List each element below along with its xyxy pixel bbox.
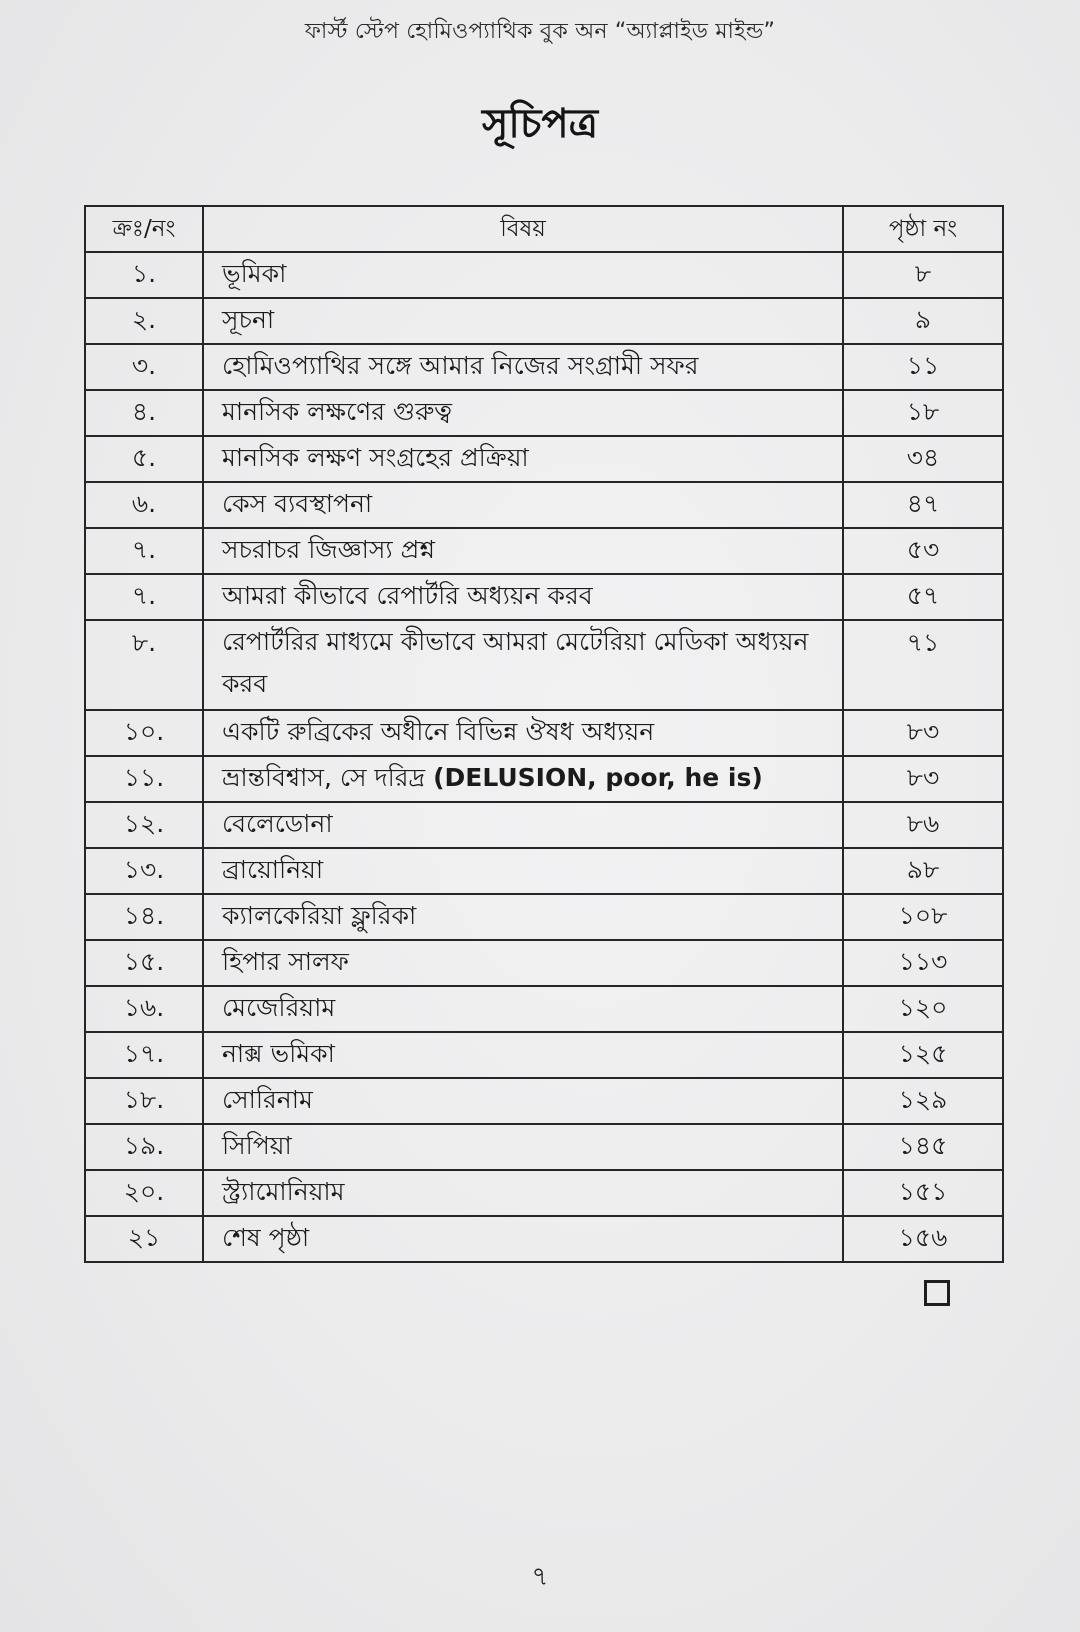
- row-page: ১৪৫: [843, 1124, 1003, 1170]
- table-row: [85, 344, 1003, 390]
- table-row: [85, 1170, 1003, 1216]
- table-of-contents: [84, 205, 1004, 1263]
- table-row: [85, 528, 1003, 574]
- row-subject: ভূমিকা: [203, 252, 843, 298]
- row-page: ১২০: [843, 986, 1003, 1032]
- row-number: ১৭.: [85, 1032, 203, 1078]
- row-subject: মেজেরিয়াম: [203, 986, 843, 1032]
- row-subject: মানসিক লক্ষণের গুরুত্ব: [203, 390, 843, 436]
- page-title: সূচিপত্র: [482, 100, 598, 147]
- row-number: ১৪.: [85, 894, 203, 940]
- row-page: ১২৯: [843, 1078, 1003, 1124]
- row-page: ৮৩: [843, 756, 1003, 802]
- row-page: ৮৬: [843, 802, 1003, 848]
- row-subject: মানসিক লক্ষণ সংগ্রহের প্রক্রিয়া: [203, 436, 843, 482]
- row-number: ১.: [85, 252, 203, 298]
- row-page: ৭১: [843, 620, 1003, 710]
- row-page: ১১৩: [843, 940, 1003, 986]
- row-subject: একটি রুব্রিকের অধীনে বিভিন্ন ঔষধ অধ্যয়ন: [203, 710, 843, 756]
- row-page: ১৫৬: [843, 1216, 1003, 1262]
- row-number: ৭.: [85, 528, 203, 574]
- row-number: ১২.: [85, 802, 203, 848]
- table-row: [85, 802, 1003, 848]
- table-row: [85, 298, 1003, 344]
- row-subject: ক্যালকেরিয়া ফ্লুরিকা: [203, 894, 843, 940]
- table-row: [85, 436, 1003, 482]
- header-subject: বিষয়: [203, 206, 843, 252]
- table-row: [85, 1078, 1003, 1124]
- row-number: ৫.: [85, 436, 203, 482]
- row-page: ৫৭: [843, 574, 1003, 620]
- table-row: [85, 848, 1003, 894]
- row-number: ৬.: [85, 482, 203, 528]
- table-row: [85, 1216, 1003, 1262]
- row-number: ৮.: [85, 620, 203, 710]
- row-number: ১০.: [85, 710, 203, 756]
- row-number: ২১: [85, 1216, 203, 1262]
- row-number: ২০.: [85, 1170, 203, 1216]
- row-subject: বেলেডোনা: [203, 802, 843, 848]
- table-row: [85, 1032, 1003, 1078]
- table-row: [85, 710, 1003, 756]
- end-of-section-square-icon: [924, 1280, 950, 1306]
- row-subject-latin: (DELUSION, poor, he is): [433, 762, 763, 792]
- row-page: ১২৫: [843, 1032, 1003, 1078]
- row-page: ৯: [843, 298, 1003, 344]
- row-subject: হোমিওপ্যাথির সঙ্গে আমার নিজের সংগ্রামী সফর: [203, 344, 843, 390]
- running-header: ফার্স্ট স্টেপ হোমিওপ্যাথিক বুক অন “অ্যাপ্লাইড মাইন্ড”: [304, 19, 776, 44]
- row-page: ৩৪: [843, 436, 1003, 482]
- row-subject: হিপার সালফ: [203, 940, 843, 986]
- row-number: ১১.: [85, 756, 203, 802]
- table-row: [85, 1124, 1003, 1170]
- table-row: [85, 390, 1003, 436]
- row-subject: স্ট্র্যামোনিয়াম: [203, 1170, 843, 1216]
- row-page: ১৫১: [843, 1170, 1003, 1216]
- row-subject: রেপার্টরির মাধ্যমে কীভাবে আমরা মেটেরিয়া মেডিকা অধ্যয়ন করব: [203, 620, 843, 710]
- row-number: ৩.: [85, 344, 203, 390]
- row-number: ৪.: [85, 390, 203, 436]
- row-number: ১৬.: [85, 986, 203, 1032]
- row-subject-bengali: ভ্রান্তবিশ্বাস, সে দরিদ্র: [222, 762, 426, 792]
- row-number: ৭.: [85, 574, 203, 620]
- table-header-row: [85, 206, 1003, 252]
- row-number: ১৯.: [85, 1124, 203, 1170]
- row-number: ২.: [85, 298, 203, 344]
- table-row: [85, 756, 1003, 802]
- row-page: ৪৭: [843, 482, 1003, 528]
- row-subject: আমরা কীভাবে রেপার্টরি অধ্যয়ন করব: [203, 574, 843, 620]
- table-row: [85, 482, 1003, 528]
- row-subject: কেস ব্যবস্থাপনা: [203, 482, 843, 528]
- row-subject: নাক্স ভমিকা: [203, 1032, 843, 1078]
- row-number: ১৮.: [85, 1078, 203, 1124]
- row-page: ৯৮: [843, 848, 1003, 894]
- table-row: [85, 986, 1003, 1032]
- row-page: ৮৩: [843, 710, 1003, 756]
- table-row: [85, 620, 1003, 710]
- table-row: [85, 574, 1003, 620]
- table-row: [85, 894, 1003, 940]
- page-number: ৭: [531, 1562, 549, 1592]
- row-subject: ব্রায়োনিয়া: [203, 848, 843, 894]
- row-subject: শেষ পৃষ্ঠা: [203, 1216, 843, 1262]
- row-page: ৫৩: [843, 528, 1003, 574]
- row-number: ১৩.: [85, 848, 203, 894]
- header-page: পৃষ্ঠা নং: [843, 206, 1003, 252]
- row-page: ১১: [843, 344, 1003, 390]
- row-subject: [203, 756, 843, 802]
- row-page: ৮: [843, 252, 1003, 298]
- table-row: [85, 252, 1003, 298]
- row-subject: সোরিনাম: [203, 1078, 843, 1124]
- row-subject: সূচনা: [203, 298, 843, 344]
- row-page: ১৮: [843, 390, 1003, 436]
- row-subject: সচরাচর জিজ্ঞাস্য প্রশ্ন: [203, 528, 843, 574]
- row-number: ১৫.: [85, 940, 203, 986]
- header-number: ক্রঃ/নং: [85, 206, 203, 252]
- row-page: ১০৮: [843, 894, 1003, 940]
- table-row: [85, 940, 1003, 986]
- row-subject: সিপিয়া: [203, 1124, 843, 1170]
